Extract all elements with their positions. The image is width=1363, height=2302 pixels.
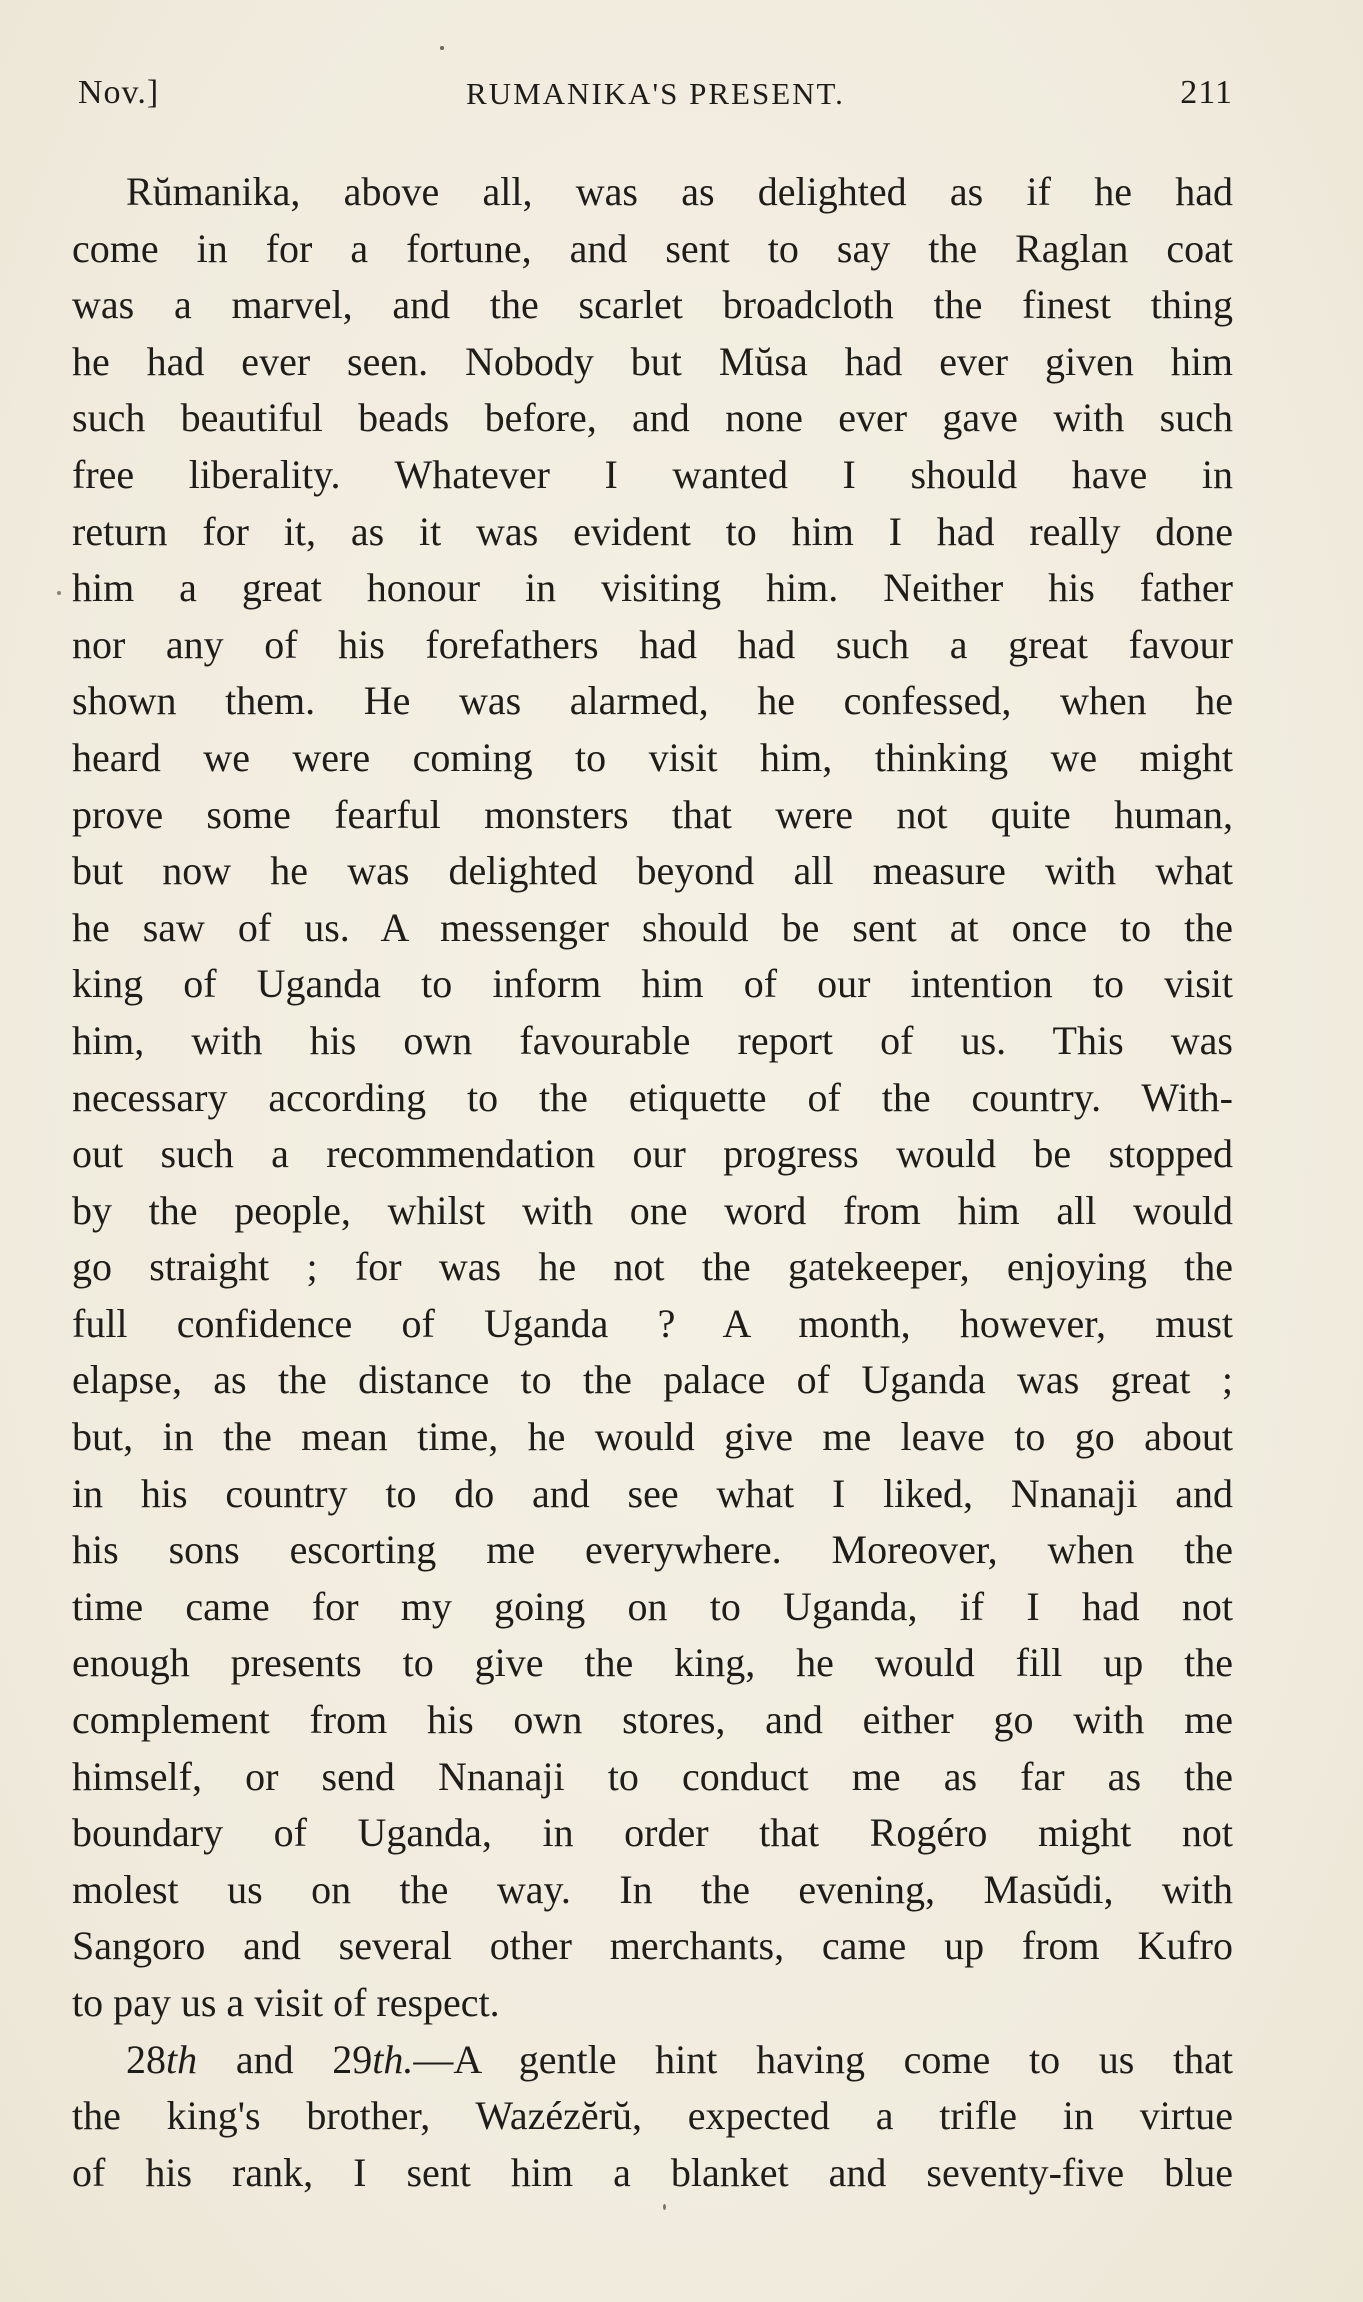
text-line: him, with his own favourable report of us. This was [72, 1017, 1233, 1063]
date-conjunction: and [235, 2036, 294, 2082]
dated-paragraph-opening [72, 2032, 1233, 2089]
text-line: king of Uganda to inform him of our intention to visit [72, 961, 1233, 1007]
text-line: elapse, as the distance to the palace of Uganda was great ; [72, 1357, 1233, 1403]
date-ordinal: th. [372, 2036, 414, 2082]
ink-speck [663, 2204, 666, 2210]
text-line: his sons escorting me everywhere. Moreover, when the [72, 1527, 1233, 1573]
text-line: full confidence of Uganda ? A month, however, must [72, 1300, 1233, 1346]
text-line: he had ever seen. Nobody but Mŭsa had ever given him [72, 338, 1233, 384]
text-line: to pay us a visit of respect. [72, 1980, 500, 2025]
text-line: himself, or send Nnanaji to conduct me as far as the [72, 1753, 1233, 1799]
text-line: nor any of his forefathers had had such a great favour [72, 621, 1233, 667]
text-line: of his rank, I sent him a blanket and seventy-five blue [72, 2149, 1233, 2195]
text-line: such beautiful beads before, and none ever gave with such [72, 395, 1233, 441]
text-line: complement from his own stores, and either go with me [72, 1697, 1233, 1743]
text-line: free liberality. Whatever I wanted I should have in [72, 451, 1233, 497]
text-line: in his country to do and see what I liked, Nnanaji and [72, 1470, 1233, 1516]
date-day: 29 [332, 2036, 373, 2082]
text-line: molest us on the way. In the evening, Masŭdi, with [72, 1866, 1233, 1912]
text-line: shown them. He was alarmed, he confessed, when he [72, 678, 1233, 724]
text-line: boundary of Uganda, in order that Rogéro might not [72, 1810, 1233, 1856]
text-line: out such a recommendation our progress would be stopped [72, 1131, 1233, 1177]
text-line: return for it, as it was evident to him I had really done [72, 508, 1233, 554]
page-number: 211 [1180, 74, 1233, 111]
text-line: enough presents to give the king, he would fill up the [72, 1640, 1233, 1686]
header-month: Nov.] [78, 74, 160, 111]
ink-speck [440, 46, 444, 50]
text-line: Sangoro and several other merchants, came up from Kufro [72, 1923, 1233, 1969]
text-line: go straight ; for was he not the gatekeeper, enjoying the [72, 1244, 1233, 1290]
text-line: prove some fearful monsters that were not quite human, [72, 791, 1233, 837]
date-ordinal: th [166, 2036, 198, 2082]
text-line: but, in the mean time, he would give me leave to go about [72, 1414, 1233, 1460]
text-line-rest: —A gentle hint having come to us that [413, 2036, 1233, 2082]
text-line: him a great honour in visiting him. Neither his father [72, 565, 1233, 611]
text-line: by the people, whilst with one word from him all would [72, 1187, 1233, 1233]
text-line: time came for my going on to Uganda, if I had not [72, 1583, 1233, 1629]
ink-speck [57, 591, 61, 595]
date-day: 28 [126, 2036, 166, 2082]
text-line: but now he was delighted beyond all measure with what [72, 848, 1233, 894]
text-line: necessary according to the etiquette of the country. With- [72, 1074, 1233, 1120]
text-line: heard we were coming to visit him, thinking we might [72, 734, 1233, 780]
running-header [78, 74, 1233, 124]
body-text [72, 164, 1233, 2201]
text-line: come in for a fortune, and sent to say the Raglan coat [72, 225, 1233, 271]
text-line: he saw of us. A messenger should be sent at once to the [72, 904, 1233, 950]
text-line: was a marvel, and the scarlet broadcloth the finest thing [72, 282, 1233, 328]
header-title: RUMANIKA'S PRESENT. [466, 76, 845, 111]
text-line: Rŭmanika, above all, was as delighted as if he had [126, 169, 1233, 214]
text-line: the king's brother, Wazézĕrŭ, expected a trifle in virtue [72, 2093, 1233, 2139]
